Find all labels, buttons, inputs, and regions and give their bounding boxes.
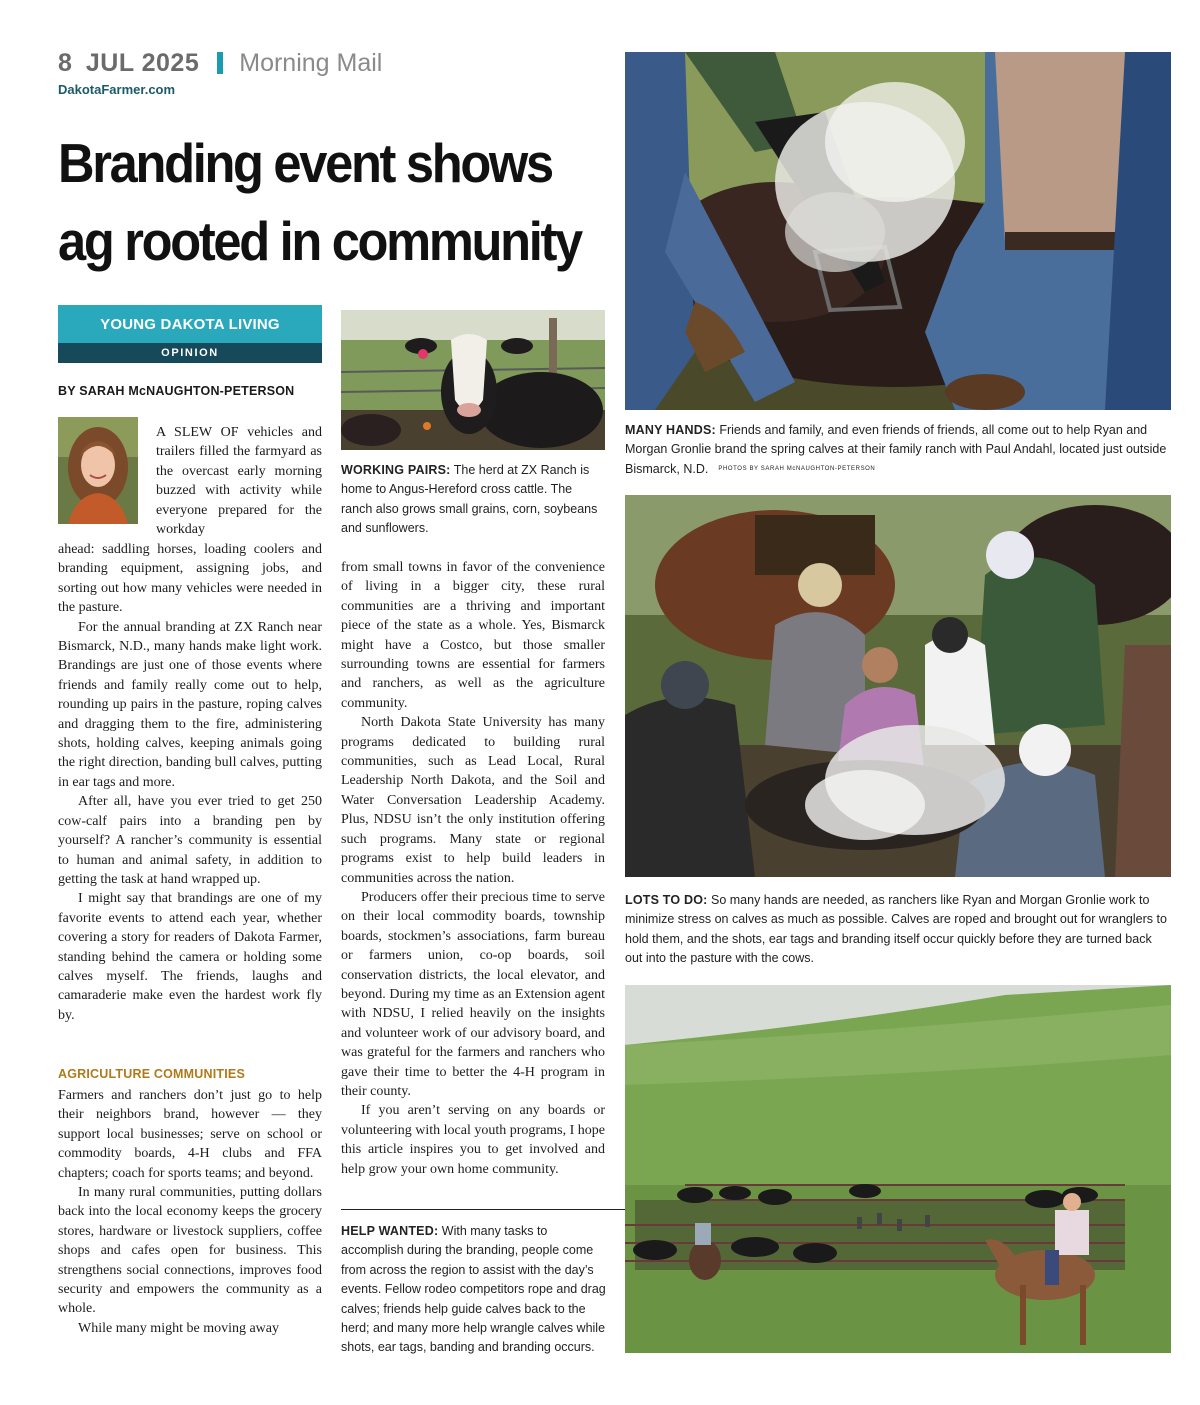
caption-label: WORKING PAIRS: bbox=[341, 463, 451, 477]
headline bbox=[58, 124, 581, 280]
article-lead: A SLEW OF vehicles and trailers filled the farmyard as the overcast early morning buzzed with activity while everyone prepared for the workday bbox=[156, 425, 322, 538]
photo-working-pairs bbox=[341, 310, 605, 450]
caption-working-pairs bbox=[341, 461, 605, 539]
article-paragraph: While many might be moving away bbox=[78, 1320, 280, 1336]
article-paragraph: After all, have you ever tried to get 250 cow-calf pairs into a branding pen by yourself? A rancher’s community is essential to human and animal safety, in addition to getting the task at hand wrapped up. bbox=[58, 794, 322, 887]
photo-lots-to-do bbox=[625, 495, 1171, 877]
opinion-label: OPINION bbox=[58, 343, 322, 363]
article-paragraph: from small towns in favor of the convenience of living in a bigger city, these rural communities are a thriving and important piece of the state as a whole. Yes, Bismarck might have a Costco, but those smaller surrounding towns are essential for farmers and ranchers, as well as the agriculture community. bbox=[341, 560, 605, 711]
article-paragraph: I might say that brandings are one of my favorite events to attend each year, whether covering a story for readers of Dakota Farmer, standing behind the camera or holding some calves myself. The friends, laughs and camaraderie make even the hardest work fly by. bbox=[58, 891, 322, 1023]
caption-lots-to-do bbox=[625, 891, 1171, 969]
article-column-1-bottom bbox=[58, 1086, 322, 1338]
article-paragraph: Farmers and ranchers don’t just go to help their neighbors brand, however — they support local businesses; serve on school or commodity boards, 4-H clubs and FFA chapters; coach for sports teams; and beyond. bbox=[58, 1088, 322, 1181]
article-column-1-top bbox=[58, 540, 322, 1025]
article-paragraph: North Dakota State University has many programs dedicated to building rural communities, such as Lead Local, Rural Leadership North Dakota, and the Soil and Water Conversation Leadership Academy. Plus, NDSU isn’t the only institution offering such programs. Many state or regional programs exist to help build leaders in communities across the nation. bbox=[341, 715, 605, 886]
photo-credit: PHOTOS BY SARAH McNAUGHTON-PETERSON bbox=[718, 465, 876, 472]
byline: BY SARAH McNAUGHTON-PETERSON bbox=[58, 384, 295, 398]
caption-text: With many tasks to accomplish during the branding, people come from across the region to assist with the day’s events. Fellow rodeo competitors rope and drag calves; friends help guide calves back to the herd; and many more help wrangle calves while shots, ear tags, banding and branding occurs. bbox=[341, 1224, 606, 1355]
caption-help-wanted bbox=[341, 1222, 609, 1358]
caption-label: HELP WANTED: bbox=[341, 1224, 439, 1238]
photo-many-hands bbox=[625, 52, 1171, 410]
caption-text: Friends and family, and even friends of friends, all come out to help Ryan and Morgan Gronlie brand the spring calves at their family ranch with Paul Andahl, located just outside Bismarck, N.D. bbox=[625, 423, 1167, 476]
article-paragraph: ahead: saddling horses, loading coolers and branding equipment, assigning jobs, and sorting out how many vehicles were needed in the pasture. bbox=[58, 542, 322, 616]
article-paragraph: For the annual branding at ZX Ranch near Bismarck, N.D., many hands make light work. Brandings are just one of those events where friends and family really come out to help, rounding up pairs in the pasture, roping calves and dragging them to the fire, administering shots, holding calves, keeping animals going the right direction, banding bull calves, putting in ear tags and more. bbox=[58, 619, 322, 790]
caption-text: The herd at ZX Ranch is home to Angus-Hereford cross cattle. The ranch also grows small grains, corn, soybeans and sunflowers. bbox=[341, 463, 598, 536]
column-title: YOUNG DAKOTA LIVING bbox=[58, 305, 322, 343]
headline-line-2: ag rooted in community bbox=[58, 210, 581, 272]
caption-text: So many hands are needed, as ranchers like Ryan and Morgan Gronlie work to minimize stress on calves as much as possible. Calves are roped and brought out for wranglers to hold them, and the shots, ear tags and branding itself occur quickly before they are turned back out into the pasture with the cows. bbox=[625, 893, 1167, 966]
article-paragraph: Producers offer their precious time to serve on their local commodity boards, township boards, stockmen’s associations, farm bureau or farmers union, co-op boards, soil conservation districts, the local elevator, and beyond. During my time as an Extension agent with NDSU, I relied heavily on the insights and volunteer work of our advisory board, and was grateful for the farmers and ranchers who gave their time to better the 4-H program in their county. bbox=[341, 889, 605, 1099]
section-name: Morning Mail bbox=[239, 48, 383, 77]
photo-help-wanted bbox=[625, 985, 1171, 1353]
page-number: 8 bbox=[58, 48, 72, 77]
caption-label: MANY HANDS: bbox=[625, 423, 716, 437]
folio bbox=[58, 46, 382, 80]
article-subhead: AGRICULTURE COMMUNITIES bbox=[58, 1067, 245, 1081]
article-column-2 bbox=[341, 558, 605, 1179]
folio-divider bbox=[217, 52, 223, 74]
headline-line-1: Branding event shows bbox=[58, 132, 552, 194]
article-paragraph: In many rural communities, putting dollars back into the local economy keeps the grocery stores, hardware or livestock suppliers, coffee shops and cafes open for business. This strengthens social connections, improves food security and empowers the community as a whole. bbox=[58, 1185, 322, 1317]
article-paragraph: If you aren’t serving on any boards or volunteering with local youth programs, I hope this article inspires you to get involved and help grow your own home community. bbox=[341, 1103, 605, 1177]
issue-date: JUL 2025 bbox=[85, 48, 200, 77]
caption-label: LOTS TO DO: bbox=[625, 893, 708, 907]
caption-rule bbox=[341, 1209, 626, 1210]
website-link[interactable]: DakotaFarmer.com bbox=[58, 82, 176, 97]
caption-many-hands bbox=[625, 421, 1171, 479]
author-headshot bbox=[58, 417, 138, 524]
